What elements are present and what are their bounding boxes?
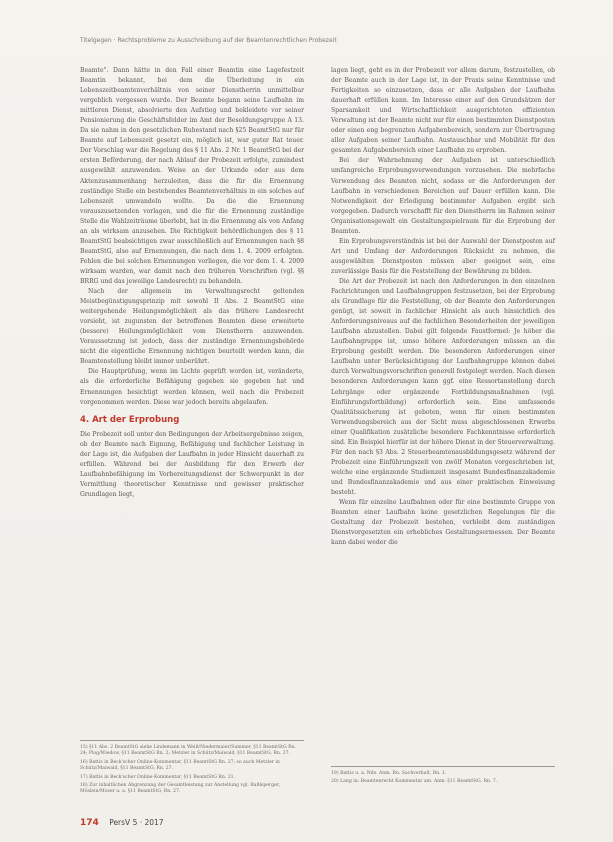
section-heading: 4. Art der Erprobung	[80, 414, 180, 425]
paragraph: Wenn für einzelne Laufbahnen oder für eine bestimmte Gruppe von Beamten einer Laufbahn keine gesetzlichen Regelungen für die Gestaltung der Probezeit bestehen, verbleibt dem zuständigen Dienstvorgesetzten ein erhebliches Gestaltungsermessen. Der Beamte kann dabei weder die	[331, 499, 555, 547]
footnotes-left	[80, 740, 304, 798]
journal-issue: PersV 5 · 2017	[109, 818, 164, 827]
right-column	[331, 66, 555, 548]
page-number: 174	[80, 818, 99, 828]
paragraph: Nach der allgemein im Verwaltungsrecht geltenden Meistbegünstigungsprinzip mit sowohl II Abs. 2 BeamtStG eine weitergehende Heilungsmöglichkeit als das frühere Landesrecht vorsieht, ist zugunsten der betroffenen Beamten diese erweiterte (bessere) Heilungsmöglichkeit vom Dienstherrn anzuwenden. Voraussetzung ist jedoch, dass der zuständige Ernennungsbehörde nicht die eigentliche Ernennung nichtigen beurteilt werden kann, die Beamtenstellung bleibt immer unberührt.	[80, 288, 304, 366]
left-column	[80, 66, 304, 500]
footnote: 17) Battis in Beck'scher Online-Kommentar, §11 BeamtStG Rn. 21.	[80, 774, 236, 780]
paragraph: Die Probezeit soll unter den Bedingungen der Arbeitsergebnisse zeigen, ob der Beamte nach Eignung, Befähigung und fachlicher Leistung in der Lage ist, die Aufgaben der Laufbahn in jeder Hinsicht dauerhaft zu erfüllen. Während bei der Ausbildung für den Erwerb der Laufbahnbefähigung im Vorbereitungsdienst der Schwerpunkt in der Vermittlung theoretischer Kenntnisse und gewisser praktischer Grundlagen liegt,	[80, 430, 304, 498]
footnote: 18) Zur inhaltlichen Abgrenzung der Gesamtleistung zur Anstellung vgl. Baßlsperger, Möslein/Moser u. a. §11 BeamtStG, Rn. 27.	[80, 783, 281, 795]
paragraph: Ein Erprobungsverständnis ist bei der Auswahl der Dienstposten auf Art und Umfang der Anforderungen Rücksicht zu nehmen, die ausgewählten Dienstposten müssen aber geeignet sein, eine zuverlässige Basis für die Feststellung der Bewährung zu bilden.	[331, 237, 555, 275]
footnote: 15) §11 Abs. 2 BeamtStG siehe Lindemann in Weiß/Niedermaier/Summer, §11 BeamtStG Rn. 24; Plog/Wiedow, §11 BeamtStG Rn. 2; Metzler in Schütz/Maiwald, §11 BeamtStG, Rn. 27.	[80, 745, 296, 757]
paragraph: Beamte". Dann hätte in den Fall einer Beamtin eine Lagefestzeit Beamtin bekannt, bei dem die Überleitung in ein Lebenszeitbeamtenverhältnis von seiner Dienstherrin unmittelbar vergeblich vergessen wurde. Der Beamte begann seine Laufbahn im mittleren Dienst, absolvierte den Aufstieg und bekleidete vor seiner Pensionierung die Geschäftsfelder im Amt der Besoldungsgruppe A 13. Da sie nahm in den gesetzlichen Ruhestand nach §25 BeamtStG nur für Beamte auf Lebenszeit gesetzt ein, möglich ist, war guter Rat teuer. Der Vorschlag war die Regelung des § 11 Abs. 2 Nr. 1 BeamtStG bei der ersten Beförderung, der nach Ablauf der Probezeit erfolgte, zumindest ausgewählt anzuwenden. Weise an der Urkunde oder aus dem Aktenzusammenhang herzuleiten, dass die für die Ernennung zuständige Stelle ein bestehendes Beamtenverhältnis in ein solches auf Lebenszeit umwandeln wollte. Da die die Ernennung vorauszusetzenden vorlagen, und die für die Ernennung zuständige Stelle die Wahlzeiträume überlebt, hat in die Ernennung als von Anfang an als wirksam anzusehen. Die Richtigkeit behördlichungen des § 11 BeamtStG beabsichtigen zwar ausschließlich auf Ernennungen nach §8 BeamtStG, also auf Ernennungen, die nach dem 1. 4. 2009 erfolgten. Fehlen die bei solchen Ernennungen vorliegen, die vor dem 1. 4. 2009 wirksam wurden, war damit nach den früheren Vorschriften (vgl. §§ BRRG und das jeweilige Landesrecht) zu behandeln.	[80, 67, 304, 285]
footnote: 19) Battis u. a. Nds. Anm. Rn. Sachverhalt, Rn. 1.	[331, 771, 447, 776]
footnotes-right	[331, 766, 555, 788]
footnote: 20) Lang in: Beamtenrecht Kommentar am. Anm. §11 BeamtStG, Rn. 7.	[331, 779, 498, 785]
footnote: 16) Battis in Beck'scher Online-Kommentar, §11 BeamtStG Rn. 27; so auch Metzler in Schütz/Maiwald, §11 BeamtStG, Rn. 27.	[80, 759, 280, 772]
page-footer	[80, 818, 164, 828]
paragraph: Die Hauptprüfung, wenn im Lichte geprüft worden ist, veränderte, als die erforderliche Befähigung gegeben sie gegeben hat und Ernennungen besichtigt werden können, weil nach die Probezeit vorgenommen werden. Diese war jedoch bereits abgelaufen.	[80, 368, 304, 406]
running-head: Titelgegen · Rechtsprobleme zu Ausschreibung auf der Beamtenrechtlichen Probezeit	[80, 37, 337, 44]
paragraph: Bei der Wahrnehmung der Aufgaben ist unterschiedlich umfangreiche Erprobungsverwendungen vorzusehen. Die mehrfache Verwendung des Beamten nicht, sodass er die Anforderungen der Laufbahn in verschiedenen Bereichen auf Dauer erfüllen kann. Die Notwendigkeit der Erledigung bestimmter Aufgaben ergibt sich vorgegeben. Dadurch verschafft für den Dienstherrn im Rahmen seiner Organisationsgewalt ein Gestaltungsspielraum für die Erprobung der Beamten.	[331, 157, 555, 235]
paragraph: Die Art der Probezeit ist nach den Anforderungen in den einzelnen Fachrichtungen und Laufbahngruppen festzusetzen, bei der Erprobung als Grundlage für die Feststellung, ob der Beamte den Anforderungen genügt, ist soweit in fachlicher Hinsicht als auch hinsichtlich des Anforderungsniveaus auf die fachlichen Besonderheiten der jeweiligen Laufbahn abzustellen. Dabei gilt folgende Faustformel: Je höher die Laufbahngruppe ist, umso höhere Anforderungen müssen an die Erprobung gestellt werden. Die besonderen Anforderungen einer Laufbahn unter Berücksichtigung der Laufbahngruppe können dabei durch Verwaltungsvorschriften generell festgelegt werden. Nach diesen besonderen Anforderungen kann ggf. eine Ressortanstellung durch Lehrgänge oder ergänzende Fortbildungsmaßnahmen (vgl. Einführungsfortbildung) erforderlich sein. Eine umfassende Qualitätssicherung ist geboten, wenn für einen bestimmten Verwendungsbereich aus der Sicht muss abgeschlossenen Erwerbs einer Qualifikation zusätzliche besondere Fachkenntnisse erforderlich sind. Ein Beispiel hierfür ist der höhere Dienst in der Steuerverwaltung. Für den nach §3 Abs. 2 Steuerbeamtenausbildungsgesetz während der Probezeit eine Einführungszeit von zwölf Monaten vorgeschrieben ist, welche eine ergänzende Studienzeit insgesamt Bundesfinanzakademie und Bundesfinanzakademie und aus einer praktischen Einweisung besteht.	[331, 277, 555, 496]
paragraph: lagen liegt, geht es in der Probezeit vor allem darum, festzustellen, ob der Beamte auch in der Lage ist, in der Praxis seine Kenntnisse und Fertigkeiten so einzusetzen, dass er alle Aufgaben der Laufbahn dauerhaft erfüllen kann. Im Interesse einer auf den Grundsätzen der Sparsamkeit und Wirtschaftlichkeit ausgerichteten effizienten Verwaltung ist der Beamte nicht nur für einen bestimmten Dienstposten oder einen eng begrenzten Aufgabenbereich, sondern zur Übertragung aller Aufgaben seiner Laufbahn. Austauschbar und Mobilität für den gesamten Aufgabenbereich einer Laufbahn zu erproben.	[331, 67, 555, 155]
